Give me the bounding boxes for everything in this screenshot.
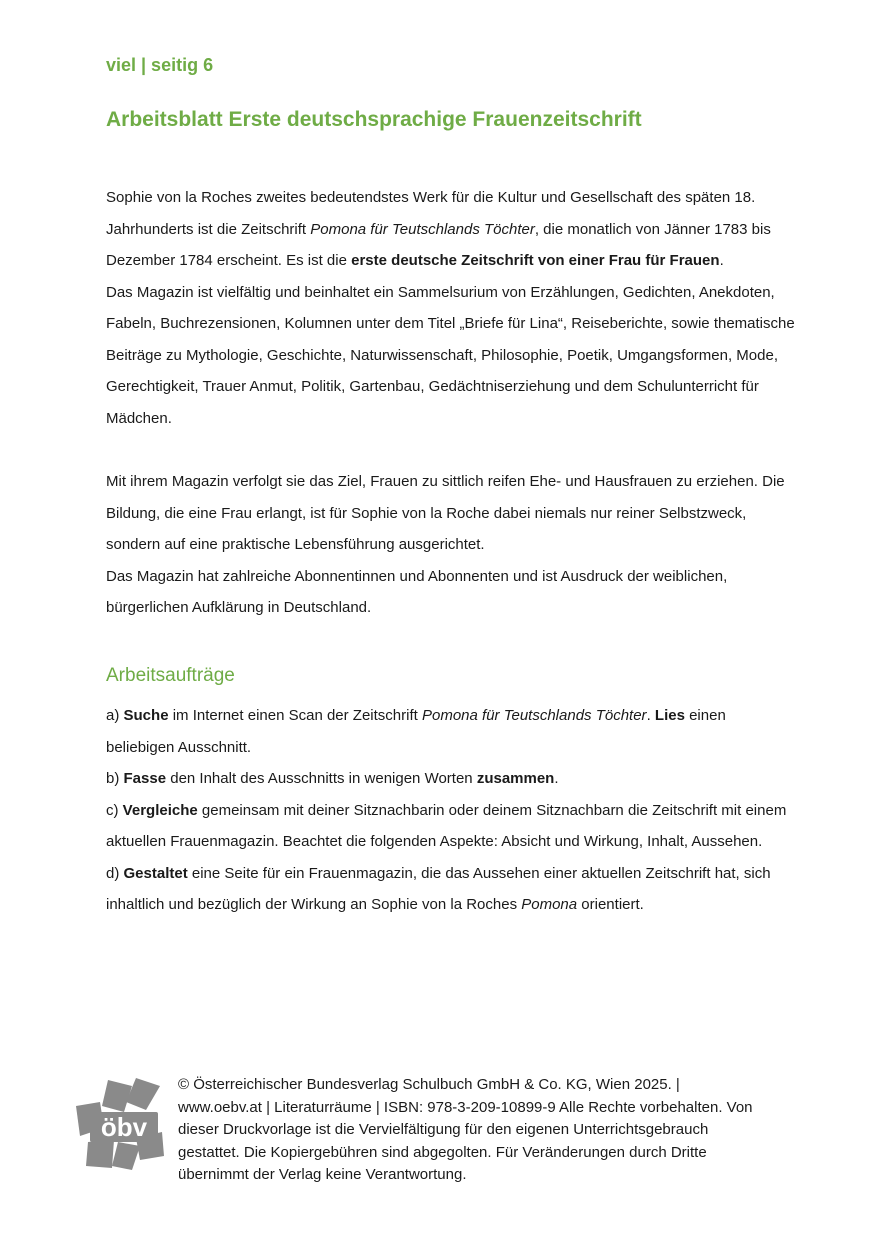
task-text: orientiert. bbox=[577, 896, 644, 913]
intro-text: Das Magazin hat zahlreiche Abonnentinnen und Abonnenten und ist Ausdruck der weiblichen, bürgerlichen Aufklärung in Deutschland. bbox=[106, 567, 728, 616]
intro-text: . bbox=[719, 252, 724, 269]
task-verb: Vergleiche bbox=[122, 801, 198, 819]
intro-text: Sophie von la Roches zweites bedeutendstes Werk für die Kultur und Gesellschaft des späten 18. Jahrhunderts ist die Zeitschrift bbox=[106, 189, 756, 238]
magazine-title: Pomona für Teutschlands Töchter bbox=[421, 707, 647, 724]
task-c bbox=[106, 795, 796, 858]
task-label: d) bbox=[106, 864, 124, 882]
task-text: einen beliebigen Ausschnitt. bbox=[106, 707, 726, 756]
task-a bbox=[106, 700, 796, 763]
task-label: c) bbox=[106, 801, 123, 819]
intro-text: Das Magazin ist vielfältig und beinhaltet ein Sammelsurium von Erzählungen, Gedichten, Anekdoten, Fabeln, Buchrezensionen, Kolumnen unter dem Titel „Briefe für Lina“, Reiseberichte, sowie thematische Beiträge zu Mythologie, Geschichte, Naturwissenschaft, Philosophie, Poetik, Umgangsformen, Mode, Gerechtigkeit, Trauer Anmut, Politik, Gartenbau, Gedächtniserziehung und dem Schulunterricht für Mädchen. bbox=[106, 283, 795, 427]
page-title: Arbeitsblatt Erste deutschsprachige Frauenzeitschrift bbox=[106, 108, 642, 131]
task-verb: Gestaltet bbox=[123, 864, 188, 882]
tasks-heading: Arbeitsaufträge bbox=[106, 665, 235, 686]
copyright-notice: © Österreichischer Bundesverlag Schulbuch GmbH & Co. KG, Wien 2025. | www.oebv.at | Literaturräume | ISBN: 978-3-209-10899-9 Alle Rechte vorbehalten. Von dieser Druckvorlage ist die Vervielfältigung für den eigenen Unterrichtsgebrauch gestattet. Die Kopiergebühren sind abgegolten. Für Veränderungen durch Dritte übernimmt der Verlag keine Verantwortung. bbox=[178, 1076, 753, 1183]
task-text: . bbox=[554, 770, 559, 787]
oebv-logo-icon bbox=[74, 1076, 166, 1172]
magazine-title: Pomona bbox=[521, 896, 578, 913]
intro-text: Mit ihrem Magazin verfolgt sie das Ziel, Frauen zu sittlich reifen Ehe- und Hausfrauen zu erziehen. Die Bildung, die eine Frau erlangt, ist für Sophie von la Roche dabei niemals nur reiner Selbstzweck, sondern auf eine praktische Lebensführung ausgerichtet. bbox=[106, 473, 785, 553]
task-verb: Fasse bbox=[123, 770, 167, 787]
task-text: gemeinsam mit deiner Sitznachbarin oder deinem Sitznachbarn die Zeitschrift mit einem aktuellen Frauenmagazin. Beachtet die folgenden Aspekte: Absicht und Wirkung, Inhalt, Aussehen. bbox=[106, 801, 787, 850]
page-header: viel | seitig 6 bbox=[106, 55, 214, 75]
intro-paragraph-2 bbox=[106, 466, 796, 624]
task-label: a) bbox=[106, 707, 124, 724]
task-d bbox=[106, 858, 796, 921]
intro-emphasis: erste deutsche Zeitschrift von einer Frau für Frauen bbox=[351, 252, 720, 269]
task-text: eine Seite für ein Frauenmagazin, die das Aussehen einer aktuellen Zeitschrift hat, sich inhaltlich und bezüglich der Wirkung an Sophie von la Roches bbox=[106, 864, 771, 913]
task-text: im Internet einen Scan der Zeitschrift bbox=[168, 707, 422, 724]
logo-text: öbv bbox=[100, 1112, 148, 1142]
intro-text: , die monatlich von Jänner 1783 bis Dezember 1784 erscheint. Es ist die bbox=[106, 220, 771, 269]
task-text: den Inhalt des Ausschnitts in wenigen Worten bbox=[166, 770, 477, 787]
task-verb: Lies bbox=[654, 707, 685, 724]
task-b bbox=[106, 763, 796, 795]
task-list bbox=[106, 700, 796, 921]
page-footer bbox=[0, 1070, 890, 1200]
task-text: . bbox=[646, 707, 655, 724]
intro-paragraph-1 bbox=[106, 182, 796, 434]
task-verb: Suche bbox=[123, 707, 169, 724]
magazine-title: Pomona für Teutschlands Töchter bbox=[310, 220, 535, 238]
task-label: b) bbox=[106, 770, 124, 787]
task-verb: zusammen bbox=[476, 770, 555, 787]
